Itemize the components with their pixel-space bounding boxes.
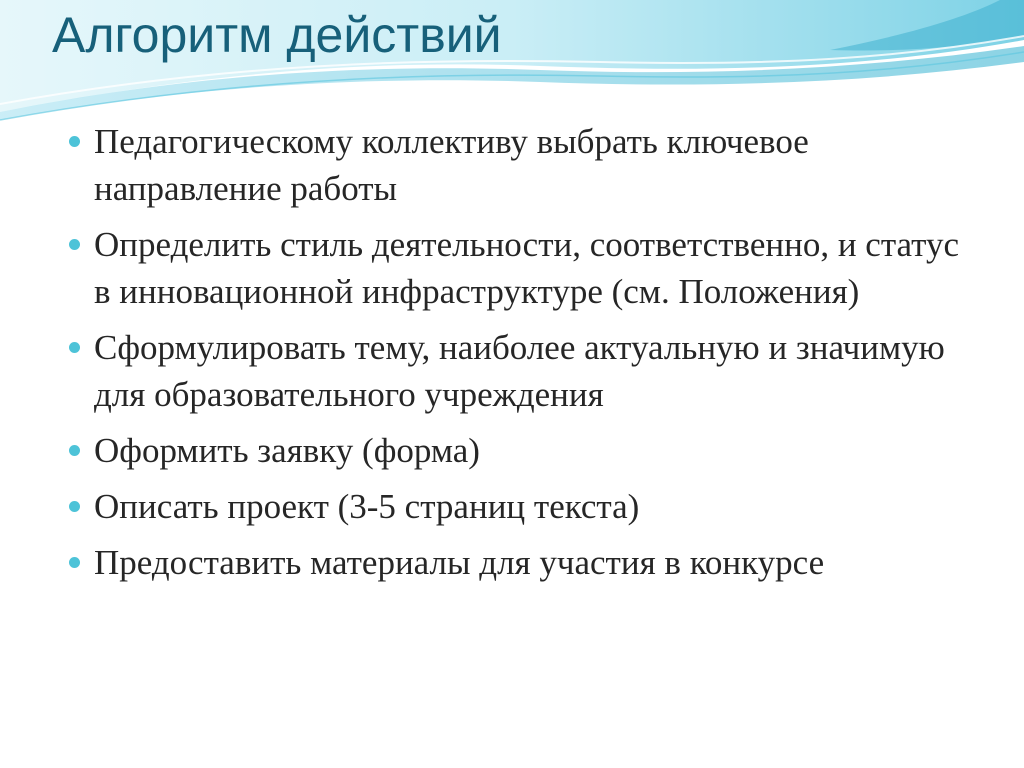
list-item-text: Описать проект (3-5 страниц текста) <box>94 487 640 526</box>
list-item <box>64 483 964 530</box>
bullet-dot-icon <box>69 557 80 568</box>
bullet-dot-icon <box>69 501 80 512</box>
list-item-text: Определить стиль деятельности, соответственно, и статус в инновационной инфраструктуре (см. Положения) <box>94 225 960 311</box>
list-item-text: Педагогическому коллективу выбрать ключевое направление работы <box>94 122 809 208</box>
bullet-list <box>64 118 964 595</box>
bullet-dot-icon <box>69 239 80 250</box>
list-item <box>64 427 964 474</box>
bullet-dot-icon <box>69 342 80 353</box>
bullet-dot-icon <box>69 445 80 456</box>
list-item-text: Предоставить материалы для участия в конкурсе <box>94 543 825 582</box>
list-item <box>64 324 964 418</box>
list-item-text: Сформулировать тему, наиболее актуальную и значимую для образовательного учреждения <box>94 328 945 414</box>
bullet-dot-icon <box>69 136 80 147</box>
list-item <box>64 221 964 315</box>
slide-title: Алгоритм действий <box>52 7 502 63</box>
list-item <box>64 118 964 212</box>
list-item-text: Оформить заявку (форма) <box>94 431 480 470</box>
list-item <box>64 539 964 586</box>
